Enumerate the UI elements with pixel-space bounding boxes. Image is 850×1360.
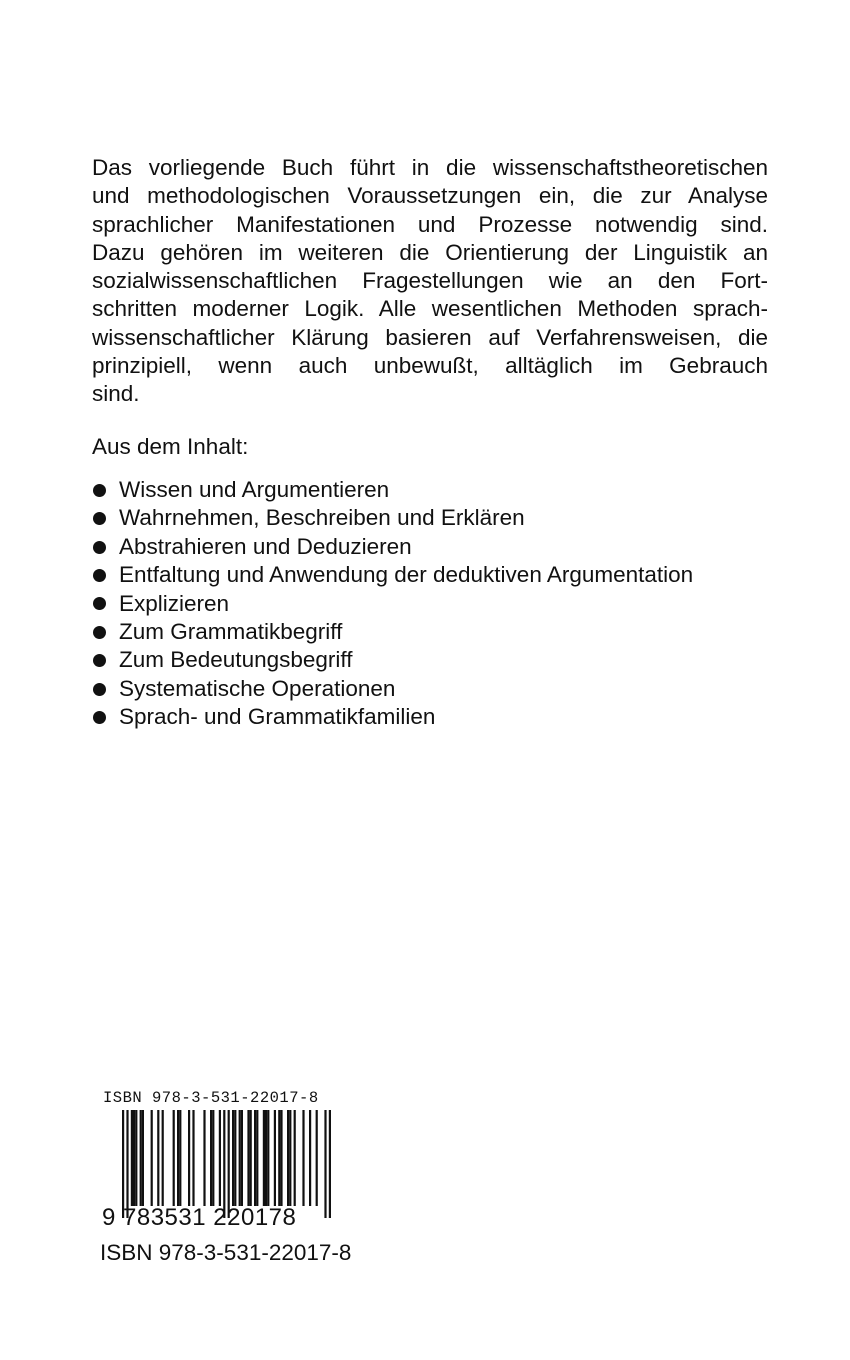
barcode-bar	[135, 1110, 137, 1206]
barcode-bar	[223, 1110, 225, 1218]
list-item-label: Abstrahieren und Deduzieren	[119, 533, 412, 559]
barcode-bar	[157, 1110, 159, 1206]
barcode-bar	[192, 1110, 194, 1206]
barcode-bar	[219, 1110, 221, 1206]
barcode-bar	[263, 1110, 265, 1206]
blurb-line: schritten moderner Logik. Alle wesentlichen Methoden sprach-	[92, 296, 768, 322]
barcode-bar	[265, 1110, 267, 1206]
list-item-label: Sprach- und Grammatikfamilien	[119, 704, 436, 730]
bullet-icon	[93, 484, 106, 497]
barcode-bar	[188, 1110, 190, 1206]
bullet-icon	[93, 541, 106, 554]
barcode-digits: 9 783531 220178	[102, 1204, 297, 1231]
barcode-bar	[173, 1110, 175, 1206]
barcode-bar	[142, 1110, 144, 1206]
bullet-icon	[93, 626, 106, 639]
list-item-label: Entfaltung und Anwendung der deduktiven Argumentation	[119, 562, 694, 588]
list-item	[92, 561, 693, 589]
barcode-bar	[177, 1110, 179, 1206]
bullet-icon	[93, 711, 106, 724]
barcode-bar	[287, 1110, 289, 1206]
list-item-label: Zum Grammatikbegriff	[119, 619, 343, 645]
bullet-icon	[93, 512, 106, 525]
barcode-bar	[267, 1110, 269, 1206]
list-item-label: Explizieren	[119, 590, 230, 616]
blurb-line: Dazu gehören im weiteren die Orientierung der Linguistik an	[92, 239, 768, 265]
isbn-footer: ISBN 978-3-531-22017-8	[100, 1240, 352, 1265]
contents-heading: Aus dem Inhalt:	[92, 434, 249, 459]
list-item-label: Wissen und Argumentieren	[119, 477, 390, 502]
blurb-line: sozialwissenschaftlichen Fragestellungen wie an den Fort-	[92, 268, 768, 294]
list-item-label: Systematische Operationen	[119, 675, 396, 701]
barcode-bar	[329, 1110, 331, 1218]
barcode-bar	[309, 1110, 311, 1206]
barcode-bar	[256, 1110, 258, 1206]
barcode-bar	[254, 1110, 256, 1206]
barcode-bar	[234, 1110, 236, 1206]
barcode-bar	[324, 1110, 326, 1218]
barcode-isbn-label: ISBN 978-3-531-22017-8	[103, 1089, 319, 1107]
barcode-bar	[162, 1110, 164, 1206]
barcode-bar	[212, 1110, 214, 1206]
bullet-icon	[93, 569, 106, 582]
blurb-line: und methodologischen Voraussetzungen ein, die zur Analyse	[92, 183, 768, 209]
barcode-bar	[203, 1110, 205, 1206]
blurb-line: sind.	[92, 381, 140, 407]
barcode-bar	[239, 1110, 241, 1206]
barcode-bar	[151, 1110, 153, 1206]
barcode-bar	[247, 1110, 249, 1206]
list-item	[92, 590, 693, 618]
list-item	[92, 703, 693, 731]
barcode-bar	[140, 1110, 142, 1206]
bullet-icon	[93, 683, 106, 696]
barcode-bar	[228, 1110, 230, 1218]
barcode-bar	[278, 1110, 280, 1206]
barcode-bar	[289, 1110, 291, 1206]
list-item	[92, 618, 693, 646]
list-item	[92, 476, 693, 504]
barcode-bar	[294, 1110, 296, 1206]
list-item-label: Wahrnehmen, Beschreiben und Erklären	[119, 505, 525, 531]
barcode-bar	[302, 1110, 304, 1206]
blurb-line: sprachlicher Manifestationen und Prozesse notwendig sind.	[92, 211, 768, 237]
bullet-icon	[93, 654, 106, 667]
barcode-bar	[179, 1110, 181, 1206]
contents-list	[92, 476, 693, 732]
blurb-line: Das vorliegende Buch führt in die wissenschaftstheoretischen	[92, 155, 768, 180]
barcode-bar	[274, 1110, 276, 1206]
barcode-bar	[133, 1110, 135, 1206]
list-item-label: Zum Bedeutungsbegriff	[119, 647, 353, 673]
barcode-bar	[316, 1110, 318, 1206]
blurb-line: prinzipiell, wenn auch unbewußt, alltäglich im Gebrauch	[92, 353, 768, 379]
blurb-paragraph	[92, 154, 768, 409]
barcode-bar	[122, 1110, 124, 1218]
bullet-icon	[93, 597, 106, 610]
list-item	[92, 675, 693, 703]
barcode-bar	[241, 1110, 243, 1206]
barcode-bar	[126, 1110, 128, 1218]
list-item	[92, 504, 693, 532]
barcode-bar	[210, 1110, 212, 1206]
list-item	[92, 533, 693, 561]
blurb-line: wissenschaftlicher Klärung basieren auf Verfahrensweisen, die	[92, 324, 768, 350]
barcode-bar	[250, 1110, 252, 1206]
barcode-bar	[131, 1110, 133, 1206]
barcode-bar	[232, 1110, 234, 1206]
list-item	[92, 646, 693, 674]
barcode-bar	[280, 1110, 282, 1206]
